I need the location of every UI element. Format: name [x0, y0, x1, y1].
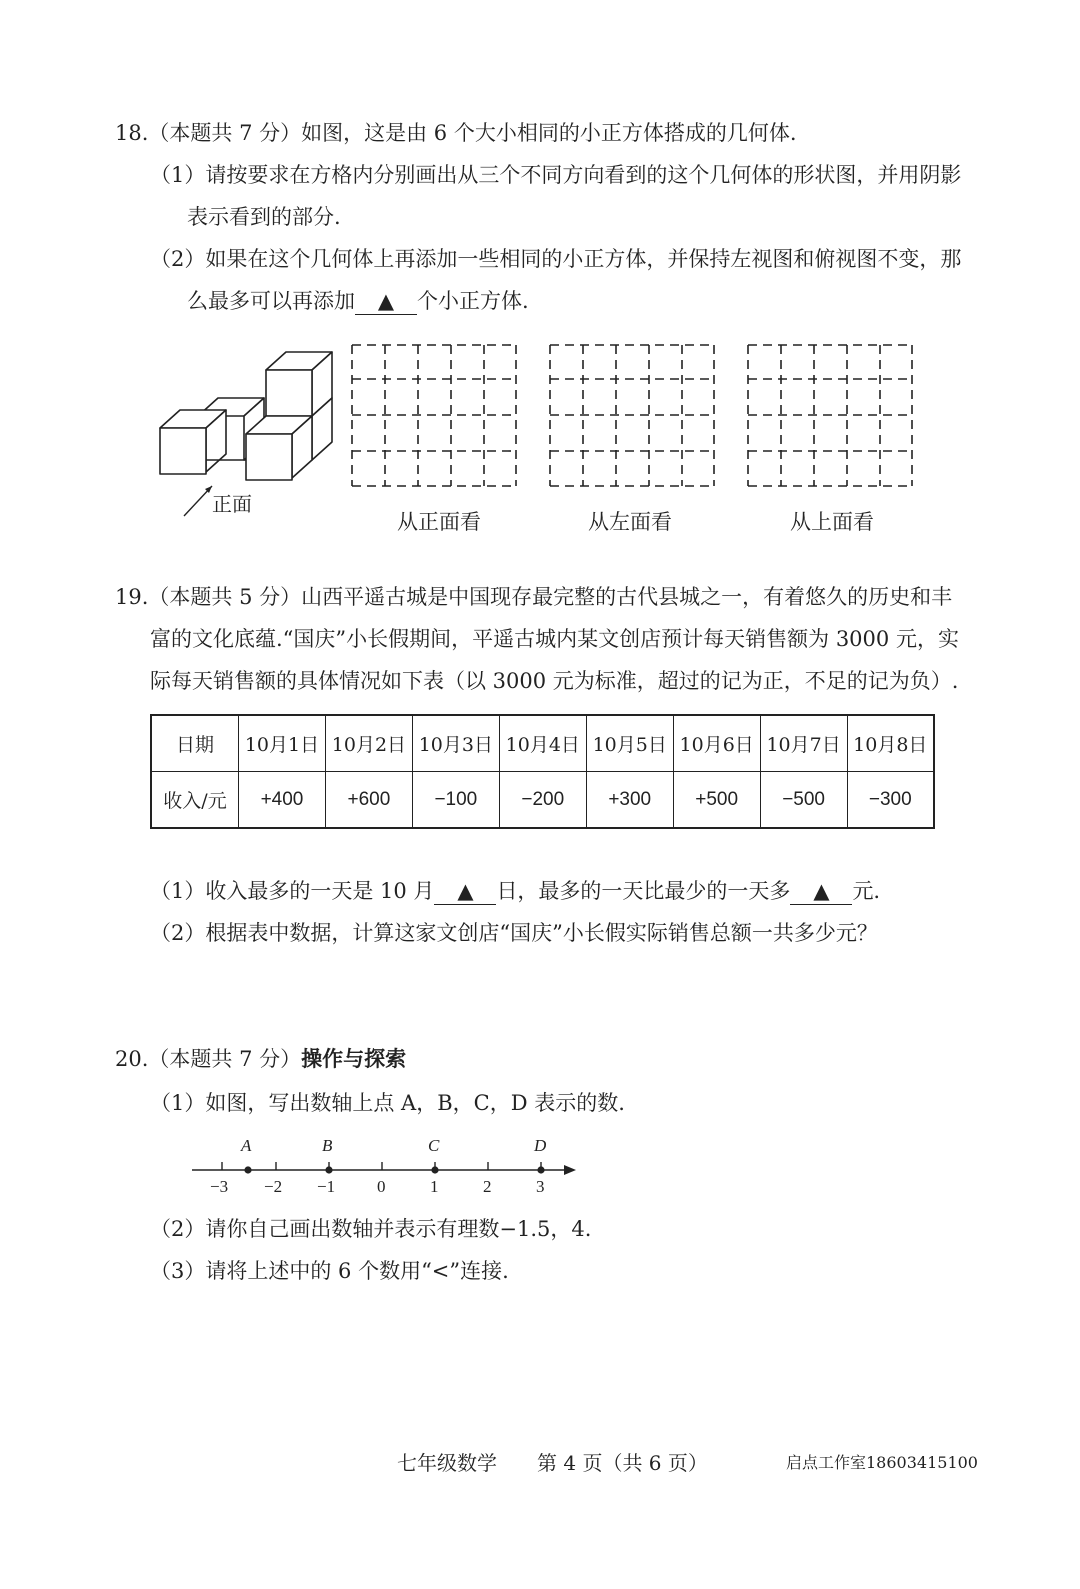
q19-day-blank[interactable] — [434, 878, 496, 905]
tick-label: 3 — [536, 1177, 545, 1196]
caption-top-view: 从上面看 — [790, 510, 874, 534]
point-b-dot — [325, 1166, 332, 1173]
caption-left-view: 从左面看 — [588, 510, 672, 534]
q19-title: 19.（本题共 5 分）山西平遥古城是中国现存最完整的古代县城之一，有着悠久的历史和丰 — [115, 585, 953, 609]
triangle-marker-icon: ▲ — [813, 879, 830, 903]
tick-label: −3 — [210, 1177, 229, 1196]
table-row — [151, 715, 934, 772]
row-header-income: 收入/元 — [151, 772, 239, 829]
table-row — [151, 772, 934, 829]
date-cell: 10月5日 — [586, 715, 673, 772]
income-cell: −500 — [760, 772, 847, 829]
caption-front-view: 从正面看 — [397, 510, 481, 534]
q20-part3: （3）请将上述中的 6 个数用“<”连接. — [150, 1259, 509, 1283]
q18-part1-line1: （1）请按要求在方格内分别画出从三个不同方向看到的这个几何体的形状图，并用阴影 — [150, 163, 962, 187]
income-cell: +400 — [239, 772, 326, 829]
q20-part1: （1）如图，写出数轴上点 A，B，C，D 表示的数. — [150, 1091, 625, 1115]
point-label-d: D — [534, 1136, 547, 1155]
income-cell: +600 — [325, 772, 412, 829]
footer-studio: 启点工作室18603415100 — [786, 1453, 978, 1472]
income-cell: +500 — [673, 772, 760, 829]
front-direction-label: 正面 — [212, 492, 252, 516]
date-cell: 10月8日 — [847, 715, 934, 772]
q19-difference-blank[interactable] — [790, 878, 852, 905]
date-cell: 10月6日 — [673, 715, 760, 772]
point-label-a: A — [241, 1136, 252, 1155]
top-view-grid[interactable] — [746, 343, 914, 489]
date-cell: 10月2日 — [325, 715, 412, 772]
q20-part2: （2）请你自己画出数轴并表示有理数−1.5，4. — [150, 1217, 592, 1241]
q18-part1-line2: 表示看到的部分. — [187, 205, 341, 229]
income-cell: −200 — [499, 772, 586, 829]
triangle-marker-icon: ▲ — [457, 879, 474, 903]
q19-part1-middle: 日，最多的一天比最少的一天多 — [496, 879, 791, 903]
date-cell: 10月7日 — [760, 715, 847, 772]
tick-label: −1 — [317, 1177, 336, 1196]
q19-line3: 际每天销售额的具体情况如下表（以 3000 元为标准，超过的记为正，不足的记为负）. — [150, 669, 959, 693]
income-cell: +300 — [586, 772, 673, 829]
q19-part1-prefix: （1）收入最多的一天是 10 月 — [150, 879, 435, 903]
q18-part2-prefix: 么最多可以再添加 — [187, 289, 355, 313]
point-d-dot — [537, 1166, 544, 1173]
q19-part1 — [150, 876, 880, 906]
q20-title — [115, 1044, 406, 1074]
q20-title-prefix: 20.（本题共 7 分） — [115, 1047, 302, 1071]
income-cell: −100 — [412, 772, 499, 829]
date-cell: 10月4日 — [499, 715, 586, 772]
front-view-grid[interactable] — [350, 343, 518, 489]
q18-title: 18.（本题共 7 分）如图，这是由 6 个大小相同的小正方体搭成的几何体. — [115, 121, 797, 145]
q18-part2-line2 — [187, 286, 529, 316]
q19-part1-suffix: 元. — [852, 879, 881, 903]
q20-title-topic: 操作与探索 — [301, 1046, 407, 1071]
tick-label: −2 — [264, 1177, 283, 1196]
arrow-right-icon — [564, 1165, 576, 1175]
sales-table — [150, 714, 935, 829]
tick-label: 0 — [377, 1177, 386, 1196]
date-cell: 10月3日 — [412, 715, 499, 772]
point-label-b: B — [322, 1136, 333, 1155]
point-c-dot — [431, 1166, 438, 1173]
q19-part2: （2）根据表中数据，计算这家文创店“国庆”小长假实际销售总额一共多少元？ — [150, 921, 878, 945]
point-label-c: C — [428, 1136, 440, 1155]
footer-subject: 七年级数学 — [397, 1451, 497, 1475]
footer-page-number: 第 4 页（共 6 页） — [537, 1451, 708, 1475]
date-cell: 10月1日 — [239, 715, 326, 772]
q19-line2: 富的文化底蕴.“国庆”小长假期间，平遥古城内某文创店预计每天销售额为 3000 元，实 — [150, 627, 959, 651]
triangle-marker-icon: ▲ — [377, 289, 395, 313]
q18-answer-blank[interactable] — [355, 288, 417, 315]
tick-label: 2 — [483, 1177, 492, 1196]
tick-label: 1 — [430, 1177, 439, 1196]
row-header-date: 日期 — [151, 715, 239, 772]
left-view-grid[interactable] — [548, 343, 716, 489]
q18-part2-suffix: 个小正方体. — [417, 289, 529, 313]
q18-part2-line1: （2）如果在这个几何体上再添加一些相同的小正方体，并保持左视图和俯视图不变，那 — [150, 247, 962, 271]
point-a-dot — [244, 1166, 251, 1173]
income-cell: −300 — [847, 772, 934, 829]
